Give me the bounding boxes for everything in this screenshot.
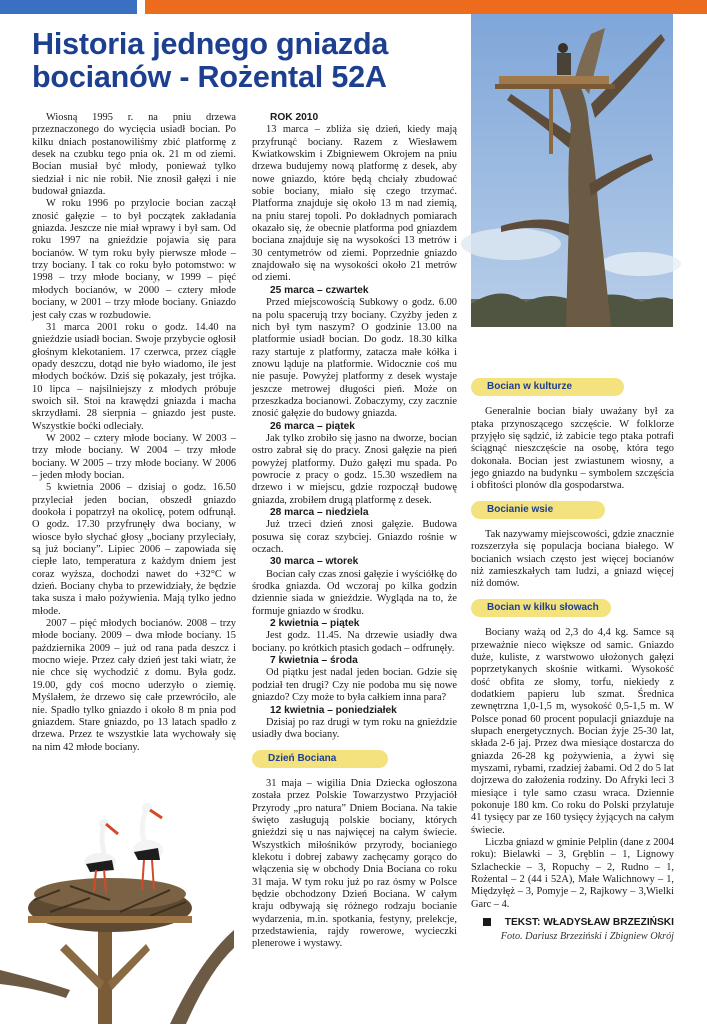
paragraph: Jest godz. 11.45. Na drzewie usiadły dwa bociany. po krótkich ptasich godach – odfrunęły. xyxy=(252,630,457,654)
storks-photo-illustration xyxy=(0,790,234,1024)
top-bar-blue xyxy=(0,0,137,14)
paragraph: 31 marca 2001 roku o godz. 14.40 na gnieździe usiadł bocian. Swoje przybycie ogłosił głośnym klekotaniem. 17 czerwca, przez ciągłe opady deszczu, dotąd nie było wiadomo, ile jest młodych boćków. Dziś się pokazały, jest trójka. 10 lipca – najsilniejszy z młodych próbuje swoich sił. Stoi na krawędzi gniazda i macha skrzydłami. 28 sierpnia – gniazdo jest puste. Wszystkie boćki odleciały. xyxy=(32,321,236,432)
paragraph: Od piątku jest nadal jeden bocian. Gdzie się podział ten drugi? Czy nie podoba mu się nowe gniazdo? Czy może to była całkiem inna para? xyxy=(252,667,457,704)
entry-date: 7 kwietnia – środa xyxy=(270,655,358,667)
tree-platform-photo xyxy=(471,14,673,327)
top-color-bar xyxy=(0,0,707,14)
entry-date: 30 marca – wtorek xyxy=(270,556,359,568)
author-credit xyxy=(471,917,674,929)
photo-credit: Foto. Dariusz Brzeziński i Zbigniew Okrój xyxy=(500,931,674,943)
end-square-icon xyxy=(483,918,491,926)
storks-nest-photo xyxy=(0,790,234,1024)
section-tag-dzien-bociana: Dzień Bociana xyxy=(252,750,388,768)
paragraph: Bociany ważą od 2,3 do 4,4 kg. Samce są przeważnie nieco większe od samic. Gniazdo duże, kuliste, z warstwowo ułożonych gałęzi poprzetykanych skośnie witkami. Wysokość dość obfita ze słomy, torfu, niekiedy z dodatkiem papieru lub szmat. Średnica zewnętrzna 1,0-1,5 m, wysokość 0,5-1,5 m. W Polsce ponad 60 procent populacji gniazduje na słupach energetycznych. Bocian żyje 25-30 lat, składa 2-6 jaj. Przez dwa miesiące dostarcza do gniazda 26-28 kg pożywienia, a żywi się myszami, rybami, rzadziej żabami. Od 2 do 5 lat dojrzewa do założenia rodziny. Do Afryki leci 3 miesiące i tyle samo czasu wraca. Dziennie pokonuje 180 km. Co roku do Polski przylatuje 41 tysięcy par ze 160 tysięcy żyjących na całym świecie. xyxy=(471,627,674,836)
paragraph: Już trzeci dzień znosi gałęzie. Budowa posuwa się coraz szybciej. Gniazdo rośnie w oczach. xyxy=(252,519,457,556)
paragraph: Generalnie bocian biały uważany był za ptaka przynoszącego szczęście. W folklorze przyjęło się sądzić, iż zabicie tego ptaka potrafi ściągnąć nieszczęście na osobę, która tego dokonała. Bocian jest zwiastunem wiosny, a jego gniazdo na budynku – symbolem szczęścia i obfitości plonów dla gospodarstwa. xyxy=(471,406,674,492)
entry-date: 25 marca – czwartek xyxy=(270,284,369,296)
paragraph: 31 maja – wigilia Dnia Dziecka ogłoszona została przez Polskie Towarzystwo Przyjaciół Przyrody „pro natura” Dniem Bociana. Na takie święto zasługują polskie bociany, których gnieździ się u nas najwięcej na całym świecie. Wszystkich miłośników przyrody, bocianiego klekotu i dobrej zabawy zachęcamy gorąco do włączenia się w obchody Dnia Bociana co roku 31 maja. W tym roku już po raz ósmy w Polsce będzie obchodzony Dzień Bociana. W całym kraju odbywają się różnego rodzaju bocianie wydarzenia, m.in. spotkania, festyny, prelekcje, przedstawienia, rajdy rowerowe, wycieczki plenerowe i wystawy. xyxy=(252,777,457,950)
column-2 xyxy=(252,112,457,950)
paragraph: W roku 1996 po przylocie bocian zaczął znosić gałęzie – to był początek zakładania gniazda. Jeszcze nie miał wprawy i był sam. Od roku 1997 na gnieździe pojawia się para bocianów. W tym roku były pierwsze młode – trzy bociany. I tak co roku było potomstwo: w 1998 – trzy młode bociany, w 1999 – pięć młodych bocianów, w 2000 – cztery młode bociany, w 2001 – trzy młode bociany. Gniazdo jest cały czas w rozbudowie. xyxy=(32,198,236,321)
column-3 xyxy=(471,334,674,944)
paragraph: 13 marca – zbliża się dzień, kiedy mają przyfrunąć bociany. Razem z Wiesławem Kwiatkowskim i Zbigniewem Okrojem na pniu drzewa budujemy nową platformę z desek, aby nowe gniazdo, które będą chciały zbudować sobie bociany, miało się czego trzymać. Platforma znajduje się około 13 m nad ziemią, na pniu starej topoli. Po dokładnych pomiarach okazało się, że obecnie platforma pod gniazdem bociana znajduje się na wysokości 13 metrów i 30 centymetrów od ziemi. Poprzednie gniazdo znajdowało się na wysokości około 21 metrów od ziemi. xyxy=(252,124,457,284)
article-title: Historia jednego gniazda bocianów - Rożental 52A xyxy=(32,27,389,94)
entry-date: 28 marca – niedziela xyxy=(270,507,369,518)
year-heading: ROK 2010 xyxy=(270,112,319,123)
paragraph: Przed miejscowością Subkowy o godz. 6.00 na polu spacerują trzy bociany. Czyżby jeden z nich był tym naszym? O godzinie 13.00 na platformie usiadł bocian. Do godz. 18.30 kilka razy startuje z platformy, zatacza małe kółka i znowu ląduje na platformie. Widocznie coś mu nie pasuje. Powyżej platformy z desek wystaje jeszcze metrowej długości pień. Może on przeszkadza bocianowi. Zobaczymy, czy zacznie znosić gałęzie do budowy gniazda. xyxy=(252,297,457,420)
paragraph: 2007 – pięć młodych bocianów. 2008 – trzy młode bociany. 2009 – dwa młode bociany. 15 października 2009 – już od rana pada deszcz i mocno wieje. Przez cały dzień jest taki wiatr, że nie chce się wychodzić z domu. Była godz. 19.00, gdy coś mocno uderzyło o ziemię. Myślałem, że drzewo się całe przewróciło, ale nie. Spadło tylko gniazdo i około 8 m pnia pod gniazdem. Stare gniazdo, po 13 latach spadło z drzewa. Przez te wszystkie lata wychowały się na nim 42 młode bociany. xyxy=(32,618,236,753)
paragraph: Bocian cały czas znosi gałęzie i wyściółkę do środka gniazda. Od wczoraj po kilka godzin dziennie siada w gnieździe. Wygląda na to, że formuje gniazdo w środku. xyxy=(252,568,457,617)
section-tag-bocianie-wsie: Bocianie wsie xyxy=(471,501,605,519)
section-tag-bocian-w-kilku-slowach: Bocian w kilku słowach xyxy=(471,599,611,617)
top-bar-orange xyxy=(145,0,707,14)
tree-photo-illustration xyxy=(471,14,673,327)
paragraph: Tak nazywamy miejscowości, gdzie znacznie rozszerzyła się populacja bociana białego. W bocianich wsiach często jest więcej bocianów niż zamieszkałych tam ludzi, a gniazd więcej niż domów. xyxy=(471,529,674,590)
paragraph: W 2002 – cztery młode bociany. W 2003 – trzy młode bociany. W 2004 – trzy młode bociany. W 2005 – trzy młode bociany. W 2006 – jeden młody bocian. xyxy=(32,432,236,481)
column-1 xyxy=(32,112,236,754)
paragraph: Wiosną 1995 r. na pniu drzewa przeznaczonego do wycięcia usiadł bocian. Po kilku dniach postanowiliśmy zbić platformę z desek na czubku tego pnia ok. 21 m od ziemi. Bocian musiał być młody, ponieważ tylko siedział i nic nie robił. Nie znosił gałęzi i nie budował gniazda. xyxy=(32,112,236,198)
paragraph: Jak tylko zrobiło się jasno na dworze, bocian ostro zabrał się do pracy. Znosi gałęzie na pień powyżej platformy. Dużo gałęzi mu spada. Po powrocie z pracy o godz. 15.30 wszedłem na drzewo i w miejscu, gdzie rozpoczął budowę gniazda, zrobiłem drugą platformę z desek. xyxy=(252,432,457,506)
paragraph: Dzisiaj po raz drugi w tym roku na gnieździe usiadły dwa bociany. xyxy=(252,716,457,741)
paragraph: 5 kwietnia 2006 – dzisiaj o godz. 16.50 przyleciał jeden bocian, obszedł gniazdo dookoła i popatrzył na okolicę, potem odfrunął. O godz. 17.30 przyfrunęły dwa bociany, w wiosce było słychać głosy „bociany przyleciały, są już bociany”. Lipiec 2006 – zapowiada się ciepłe lato, temperatura z każdym dniem jest coraz wyższa, dochodzi nawet do +32°C w dzień. Bociany chyba to przewidziały, że będzie taka susza i mało pożywienia. Mają tylko jedno młode. xyxy=(32,482,236,617)
paragraph: Liczba gniazd w gminie Pelplin (dane z 2004 roku): Bielawki – 3, Gręblin – 1, Lignowy Szlacheckie – 3, Ropuchy – 2, Rudno – 1, Rożental – 2 (44 i 52A), Małe Walichnowy – 1, Międzyłęż – 3, Pomyje – 2, Rajkowy – 3,Wielki Garc – 4. xyxy=(471,837,674,910)
entry-date: 2 kwietnia – piątek xyxy=(270,618,360,630)
entry-date: 12 kwietnia – poniedziałek xyxy=(270,704,397,716)
section-tag-bocian-w-kulturze: Bocian w kulturze xyxy=(471,378,624,396)
entry-date: 26 marca – piątek xyxy=(270,420,355,432)
author-name: TEKST: WŁADYSŁAW BRZEZIŃSKI xyxy=(504,917,674,929)
